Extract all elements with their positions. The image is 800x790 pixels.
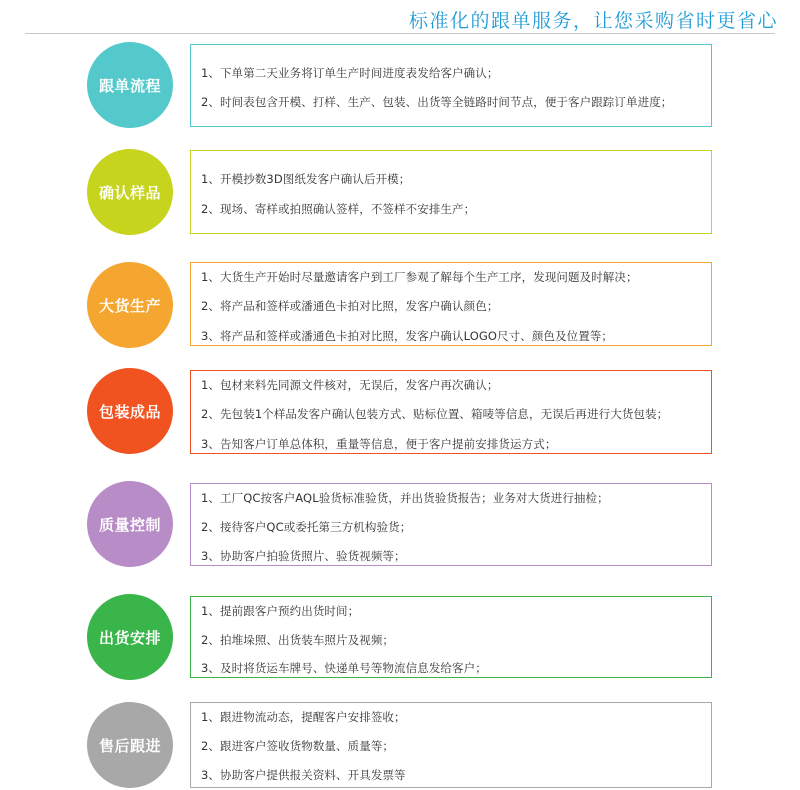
step-title: 包装成品	[98, 402, 161, 421]
step-detail-box	[190, 370, 712, 454]
step-circle	[87, 702, 173, 788]
step-title: 质量控制	[98, 515, 161, 534]
step-title: 确认样品	[98, 183, 161, 202]
step-detail-line: 3、将产品和签样或潘通色卡拍对比照，发客户确认LOGO尺寸、颜色及位置等；	[201, 329, 614, 343]
step-title: 出货安排	[98, 628, 161, 647]
step-detail-line: 1、工厂QC按客户AQL验货标准验货，并出货验货报告；业务对大货进行抽检；	[201, 491, 609, 505]
step-detail-line: 3、告知客户订单总体积，重量等信息，便于客户提前安排货运方式；	[201, 437, 557, 451]
step-circle	[87, 594, 173, 680]
step-detail-line: 2、拍堆垛照、出货装车照片及视频；	[201, 633, 395, 647]
step-detail-line: 2、将产品和签样或潘通色卡拍对比照，发客户确认颜色；	[201, 299, 499, 313]
step-detail-box	[190, 262, 712, 346]
step-detail-box	[190, 596, 712, 678]
step-circle	[87, 368, 173, 454]
step-circle	[87, 262, 173, 348]
step-detail-line: 1、跟进物流动态，提醒客户安排签收；	[201, 710, 406, 724]
step-title: 跟单流程	[98, 76, 161, 95]
step-detail-line: 2、现场、寄样或拍照确认签样，不签样不安排生产；	[201, 202, 476, 216]
step-circle	[87, 149, 173, 235]
step-circle	[87, 42, 173, 128]
step-title: 大货生产	[98, 296, 161, 315]
step-detail-box	[190, 702, 712, 788]
step-detail-line: 3、及时将货运车牌号、快递单号等物流信息发给客户；	[201, 661, 487, 675]
step-detail-line: 2、先包装1个样品发客户确认包装方式、贴标位置、箱唛等信息，无误后再进行大货包装；	[201, 407, 669, 421]
step-detail-box	[190, 44, 712, 127]
step-detail-line: 1、下单第二天业务将订单生产时间进度表发给客户确认；	[201, 66, 499, 80]
step-circle	[87, 481, 173, 567]
step-detail-line: 2、时间表包含开模、打样、生产、包装、出货等全链路时间节点，便于客户跟踪订单进度；	[201, 95, 673, 109]
step-title: 售后跟进	[98, 736, 161, 755]
step-detail-box	[190, 150, 712, 234]
step-detail-line: 1、提前跟客户预约出货时间；	[201, 604, 360, 618]
step-detail-line: 2、跟进客户签收货物数量、质量等；	[201, 739, 395, 753]
page-title: 标准化的跟单服务，让您采购省时更省心	[408, 10, 778, 32]
step-detail-line: 3、协助客户拍验货照片、验货视频等；	[201, 549, 406, 563]
step-detail-line: 1、包材来料先同源文件核对，无误后，发客户再次确认；	[201, 378, 499, 392]
step-detail-box	[190, 483, 712, 566]
step-detail-line: 1、大货生产开始时尽量邀请客户到工厂参观了解每个生产工序，发现问题及时解决；	[201, 270, 638, 284]
step-detail-line: 2、接待客户QC或委托第三方机构验货；	[201, 520, 412, 534]
step-detail-line: 1、开模抄数3D图纸发客户确认后开模；	[201, 172, 411, 186]
step-detail-line: 3、协助客户提供报关资料、开具发票等	[201, 768, 406, 782]
